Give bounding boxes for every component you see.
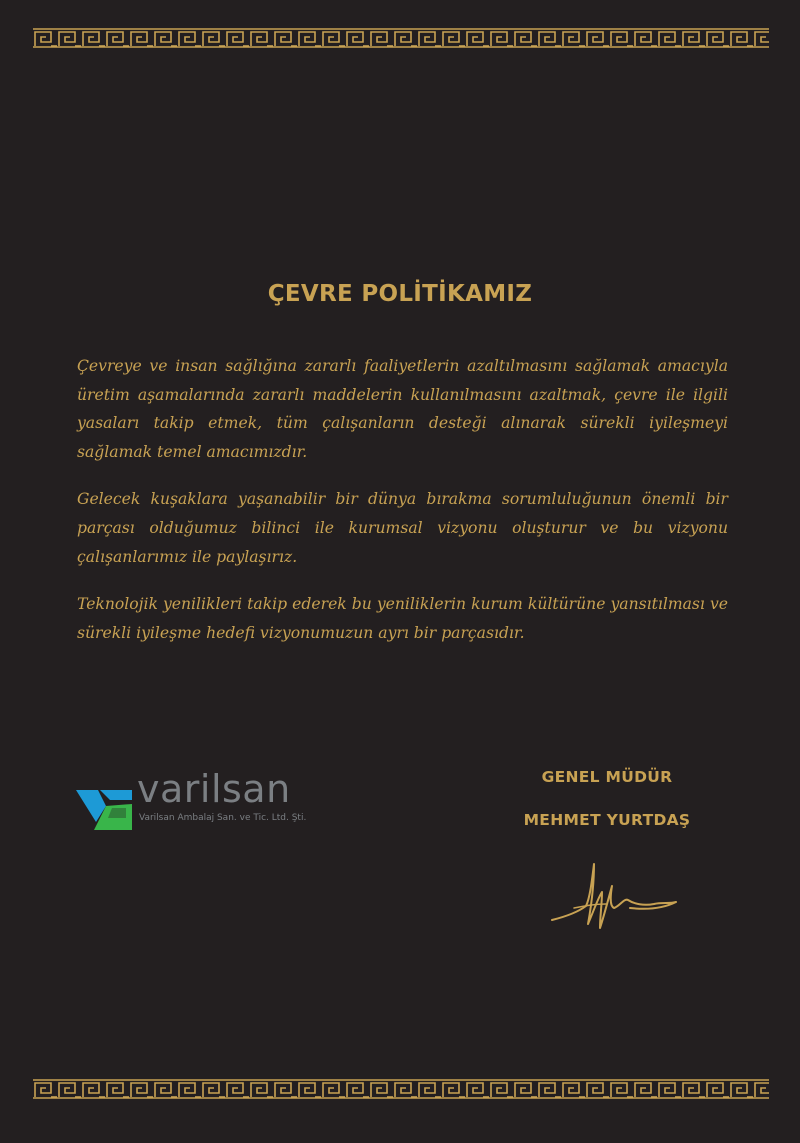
policy-body [77, 352, 728, 666]
company-logo [76, 767, 336, 830]
signatory-role: GENEL MÜDÜR [541, 768, 673, 786]
greek-key-border-top-icon [33, 28, 769, 48]
handwritten-signature-icon [548, 858, 678, 938]
greek-key-border-bottom-icon [33, 1079, 769, 1099]
logo-wordmark: varilsan [137, 767, 291, 811]
varilsan-logo-mark-icon [76, 784, 134, 830]
signatory-name: MEHMET YURTDAŞ [523, 811, 691, 829]
policy-paragraph-2: Gelecek kuşaklara yaşanabilir bir dünya bırakma sorumluluğunun önemli bir parçası olduğumuz bilinci ile kurumsal vizyonu oluşturur ve bu vizyonu çalışanlarımız ile paylaşırız. [77, 490, 728, 566]
policy-paragraph-3: Teknolojik yenilikleri takip ederek bu yeniliklerin kurum kültürüne yansıtılması ve sürekli iyileşme hedefi vizyonumuzun ayrı bir parçasıdır. [77, 595, 728, 642]
page-title: ÇEVRE POLİTİKAMIZ [267, 281, 533, 307]
policy-paragraph-1: Çevreye ve insan sağlığına zararlı faaliyetlerin azaltılmasını sağlamak amacıyla üretim aşamalarında zararlı maddelerin kullanılmasını azaltmak, çevre ile ilgili yasaları takip etmek, tüm çalışanların desteği alınarak sürekli iyileşmeyi sağlamak temel amacımızdır. [77, 357, 728, 461]
logo-subtitle: Varilsan Ambalaj San. ve Tic. Ltd. Şti. [139, 813, 307, 823]
